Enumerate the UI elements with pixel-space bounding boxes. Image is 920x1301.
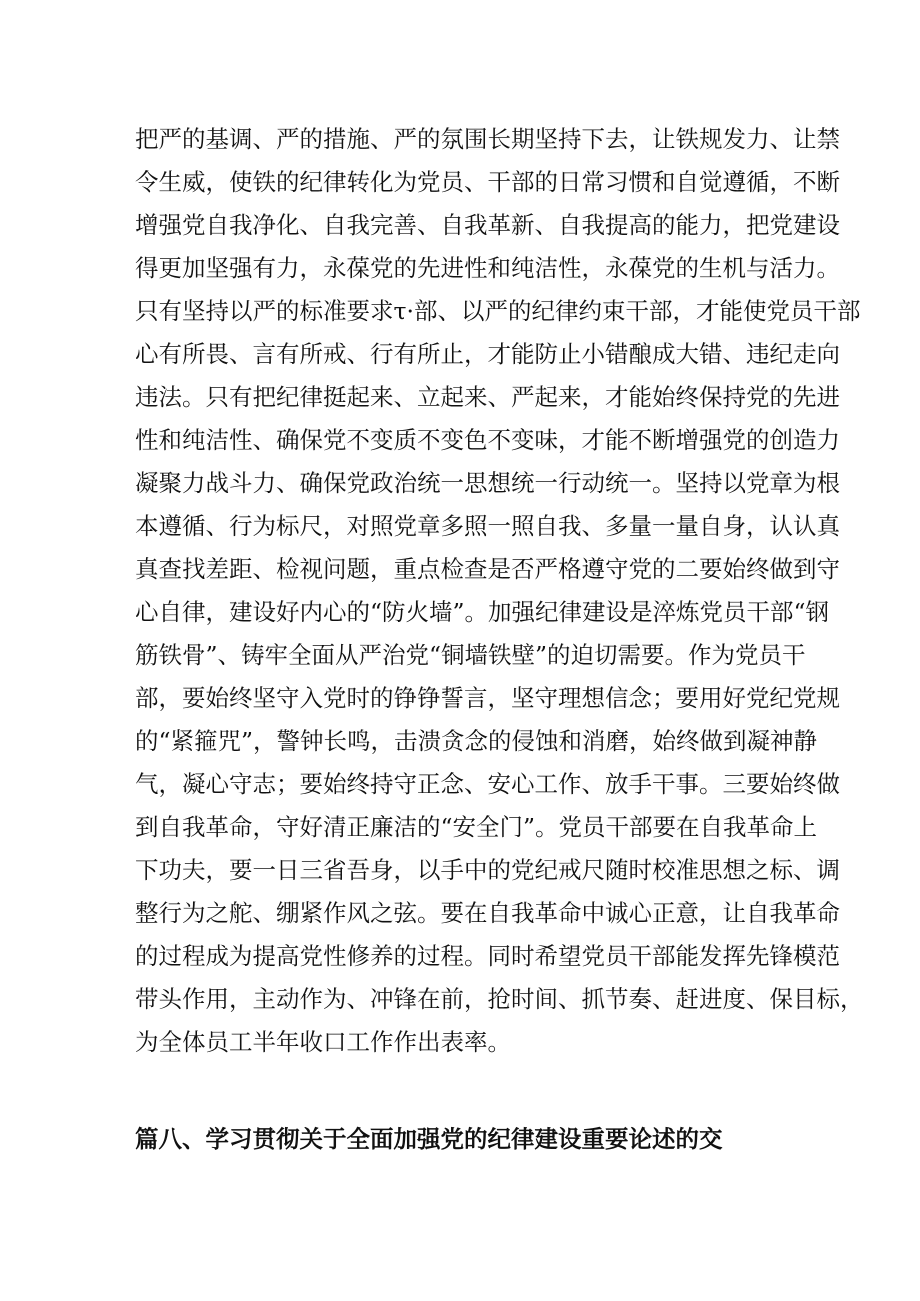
paragraph-line: 本遵循、行为标尺，对照党章多照一照自我、多量一量自身，认认真 xyxy=(135,512,840,540)
body-paragraph xyxy=(135,118,864,1064)
paragraph-line-last: 为全体员工半年收口工作作出表率。 xyxy=(135,1028,511,1056)
paragraph-line: 把严的基调、严的措施、严的氛围长期坚持下去，让铁规发力、让禁 xyxy=(135,125,840,153)
paragraph-line: 带头作用，主动作为、冲锋在前，抢时间、抓节奏、赶进度、保目标， xyxy=(135,985,864,1013)
paragraph-line: 的过程成为提高党性修养的过程。同时希望党员干部能发挥先锋模范 xyxy=(135,942,840,970)
paragraph-line: 违法。只有把纪律挺起来、立起来、严起来，才能始终保持党的先进 xyxy=(135,383,840,411)
paragraph-line: 气，凝心守志；要始终持守正念、安心工作、放手干事。三要始终做 xyxy=(135,770,840,798)
paragraph-line: 只有坚持以严的标准要求τ·部、以严的纪律约束干部，才能使党员干部 xyxy=(135,297,861,325)
paragraph-line: 心有所畏、言有所戒、行有所止，才能防止小错酿成大错、违纪走向 xyxy=(135,340,840,368)
paragraph-line: 令生威，使铁的纪律转化为党员、干部的日常习惯和自觉遵循，不断 xyxy=(135,168,840,196)
paragraph-line: 下功夫，要一日三省吾身，以手中的党纪戒尺随时校准思想之标、调 xyxy=(135,856,840,884)
section-heading: 篇八、学习贯彻关于全面加强党的纪律建设重要论述的交 xyxy=(135,1125,723,1153)
paragraph-line: 到自我革命，守好清正廉洁的“安全门”。党员干部要在自我革命上 xyxy=(135,813,818,841)
paragraph-line: 凝聚力战斗力、确保党政治统一思想统一行动统一。坚持以党章为根 xyxy=(135,469,840,497)
paragraph-line: 增强党自我净化、自我完善、自我革新、自我提高的能力，把党建设 xyxy=(135,211,840,239)
paragraph-line: 整行为之舵、绷紧作风之弦。要在自我革命中诚心正意，让自我革命 xyxy=(135,899,840,927)
paragraph-line: 部，要始终坚守入党时的铮铮誓言，坚守理想信念；要用好党纪党规 xyxy=(135,684,840,712)
paragraph-line: 得更加坚强有力，永葆党的先进性和纯洁性，永葆党的生机与活力。 xyxy=(135,254,840,282)
paragraph-line: 性和纯洁性、确保党不变质不变色不变味，才能不断增强党的创造力 xyxy=(135,426,840,454)
paragraph-line: 心自律，建设好内心的“防火墙”。加强纪律建设是淬炼党员干部“钢 xyxy=(135,598,830,626)
paragraph-line: 真查找差距、检视问题，重点检查是否严格遵守党的二要始终做到守 xyxy=(135,555,840,583)
paragraph-line: 的“紧箍咒”，警钟长鸣，击溃贪念的侵蚀和消磨，始终做到凝神静 xyxy=(135,727,818,755)
paragraph-line: 筋铁骨”、铸牢全面从严治党“铜墙铁壁”的迫切需要。作为党员干 xyxy=(135,641,806,669)
